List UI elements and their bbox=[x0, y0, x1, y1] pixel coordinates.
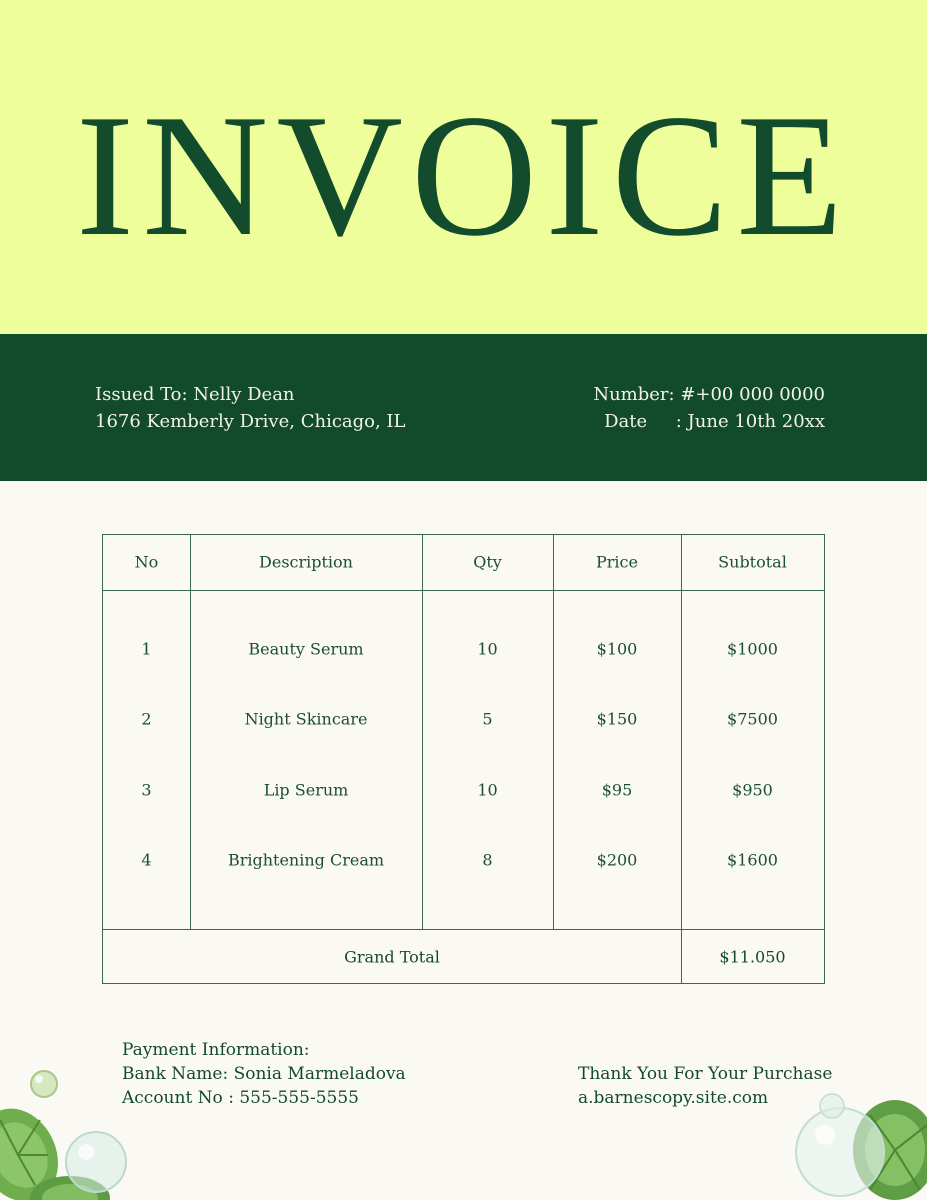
row-4-price: $200 bbox=[596, 850, 638, 870]
leaf-icon bbox=[0, 1060, 150, 1200]
header-no: No bbox=[134, 552, 159, 572]
header-band bbox=[0, 0, 927, 334]
header-price: Price bbox=[596, 552, 638, 572]
header-subtotal: Subtotal bbox=[718, 552, 787, 572]
row-2-subtotal: $7500 bbox=[727, 709, 778, 729]
row-1-subtotal: $1000 bbox=[727, 639, 778, 659]
thank-you-text: Thank You For Your Purchase bbox=[578, 1064, 833, 1084]
leaf-icon bbox=[790, 1090, 927, 1200]
row-2-no: 2 bbox=[141, 709, 152, 729]
header-divider bbox=[103, 590, 824, 591]
grand-total-label: Grand Total bbox=[344, 947, 440, 967]
row-4-qty: 8 bbox=[482, 850, 493, 870]
info-band bbox=[0, 334, 927, 481]
payment-information bbox=[122, 1038, 406, 1110]
row-3-subtotal: $950 bbox=[732, 780, 773, 800]
row-3-qty: 10 bbox=[477, 780, 498, 800]
row-3-no: 3 bbox=[141, 780, 152, 800]
items-table bbox=[102, 534, 825, 984]
column-divider bbox=[681, 535, 682, 929]
bank-name: Bank Name: Sonia Marmeladova bbox=[122, 1064, 406, 1084]
row-1-qty: 10 bbox=[477, 639, 498, 659]
row-3-description: Lip Serum bbox=[263, 780, 349, 800]
issued-to-address: 1676 Kemberly Drive, Chicago, IL bbox=[95, 411, 406, 432]
row-1-no: 1 bbox=[141, 639, 152, 659]
column-divider bbox=[553, 535, 554, 929]
bubble-icon bbox=[28, 1068, 60, 1100]
grand-total-value: $11.050 bbox=[719, 947, 786, 967]
account-number: Account No : 555-555-5555 bbox=[122, 1088, 359, 1108]
header-qty: Qty bbox=[473, 552, 502, 572]
row-4-subtotal: $1600 bbox=[727, 850, 778, 870]
column-divider bbox=[422, 535, 423, 929]
row-1-description: Beauty Serum bbox=[248, 639, 364, 659]
website-text: a.barnescopy.site.com bbox=[578, 1088, 769, 1108]
row-2-price: $150 bbox=[596, 709, 638, 729]
issued-to-block bbox=[95, 381, 406, 435]
column-divider bbox=[190, 535, 191, 929]
payment-heading: Payment Information: bbox=[122, 1040, 310, 1060]
row-2-description: Night Skincare bbox=[244, 709, 368, 729]
row-1-price: $100 bbox=[596, 639, 638, 659]
invoice-number: Number: #+00 000 0000 bbox=[593, 384, 825, 405]
row-2-qty: 5 bbox=[482, 709, 493, 729]
total-divider bbox=[103, 929, 824, 930]
invoice-meta bbox=[593, 381, 825, 435]
invoice-title: INVOICE bbox=[75, 78, 852, 272]
row-4-description: Brightening Cream bbox=[227, 850, 385, 870]
invoice-date: Date : June 10th 20xx bbox=[604, 411, 825, 432]
row-4-no: 4 bbox=[141, 850, 152, 870]
header-description: Description bbox=[259, 552, 353, 572]
row-3-price: $95 bbox=[601, 780, 633, 800]
issued-to-name: Issued To: Nelly Dean bbox=[95, 384, 295, 405]
